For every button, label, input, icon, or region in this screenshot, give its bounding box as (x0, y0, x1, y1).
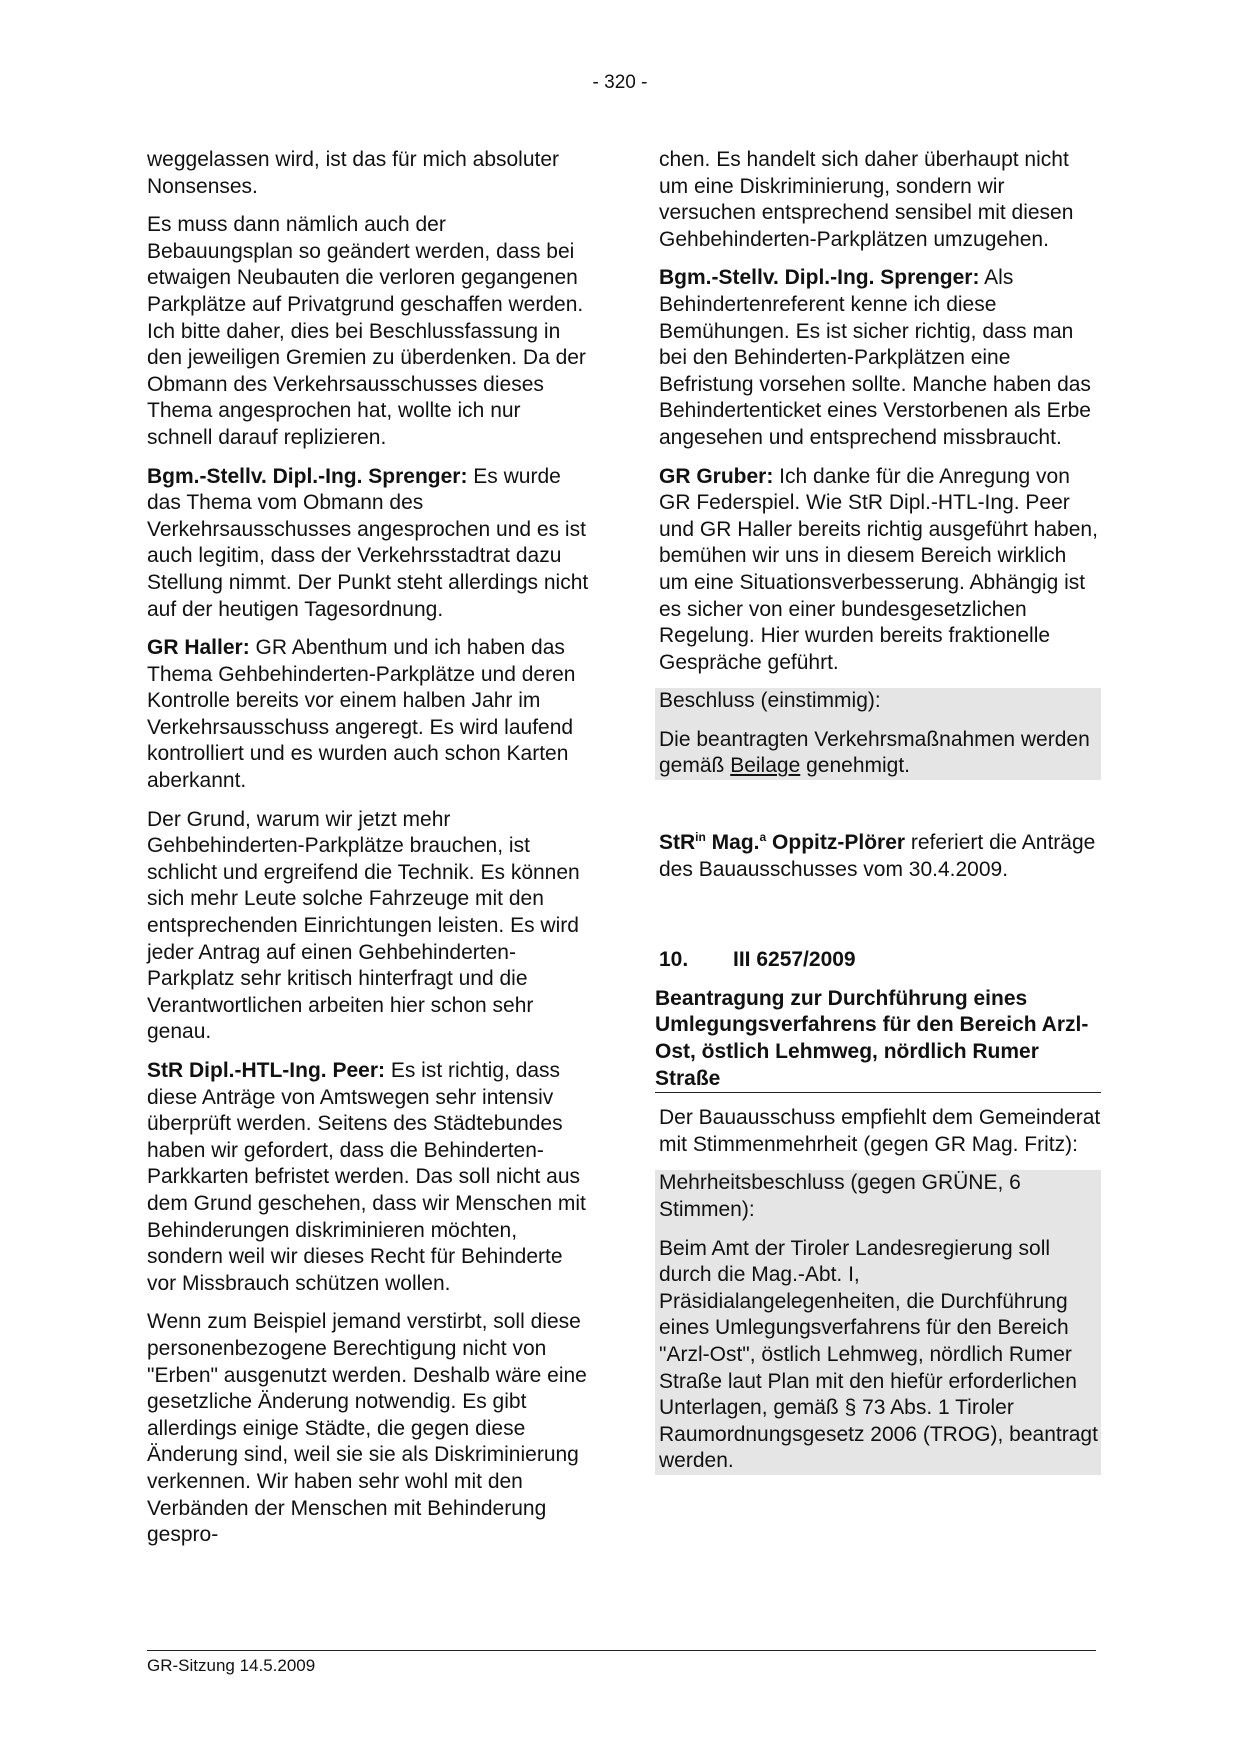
page-number: - 320 - (592, 72, 648, 93)
speaker-name: Bgm.-Stellv. Dipl.-Ing. Sprenger: (659, 266, 980, 290)
agenda-item-heading (659, 947, 1101, 974)
speech-gruber (659, 464, 1101, 677)
speech-sprenger-2 (659, 265, 1101, 451)
item-number: 10. (659, 948, 689, 972)
item-title-block (655, 986, 1101, 1093)
speech-text: Ich danke für die Anregung von GR Federspiel. Wie StR Dipl.-HTL-Ing. Peer und GR Haller bereits richtig ausgeführt haben, bemühen wir uns in diesem Bereich wirklich um eine Situationsverbesserung. Abhängig ist es sicher von einer bundesgesetzlichen Regelung. Hier wurden bereits fraktionelle Gespräche geführt. (659, 464, 1098, 674)
resolution-box-2 (655, 1170, 1101, 1475)
resolution-text: Beim Amt der Tiroler Landesregierung soll durch die Mag.-Abt. I, Präsidialangelegenheiten, die Durchführung eines Umlegungsverfahrens für den Bereich "Arzl-Ost", östlich Lehmweg, nördlich Rumer Straße laut Plan mit den hiefür erforderlichen Unterlagen, gemäß § 73 Abs. 1 Tiroler Raumordnungsgesetz 2006 (TROG), beantragt werden. (659, 1236, 1098, 1473)
resolution-label: Beschluss (einstimmig): (659, 689, 881, 713)
resolution-box (655, 688, 1101, 780)
recommendation: Der Bauausschuss empfiehlt dem Gemeinderat mit Stimmenmehrheit (gegen GR Mag. Fritz): (659, 1106, 1101, 1156)
speech-text: Als Behindertenreferent kenne ich diese Bemühungen. Es ist sicher richtig, dass man bei den Behinderten-Parkplätzen eine Befristung vorsehen sollte. Manche haben das Behindertenticket eines Verstorbenen als Erbe angesehen und entsprechend missbraucht. (659, 266, 1091, 449)
speech-peer (147, 1058, 589, 1297)
speech-text: GR Abenthum und ich haben das Thema Gehbehinderten-Parkplätze und deren Kontrolle bereits vor einem halben Jahr im Verkehrsausschuss angeregt. Es wird laufend kontrolliert und es wurden auch schon Karten aberkannt. (147, 636, 576, 793)
reporter-name: StR$^{in}$ Mag.$^a$ Oppitz-Plörer (659, 830, 906, 855)
speaker-name: GR Haller: (147, 636, 250, 660)
report-line (659, 830, 1101, 883)
resolution-text (659, 727, 1101, 780)
paragraph: chen. Es handelt sich daher überhaupt nicht um eine Diskriminierung, sondern wir versuchen entsprechend sensibel mit diesen Gehbehinderten-Parkplätzen umzugehen. (659, 148, 1074, 251)
resolution-text-end: genehmigt. (800, 754, 911, 778)
paragraph: Wenn zum Beispiel jemand verstirbt, soll diese personenbezogene Berechtigung nicht von "Erben" ausgenutzt werden. Deshalb wäre eine gesetzliche Änderung notwendig. Es gibt allerdings einige Städte, die gegen diese Änderung sind, weil sie sie als Diskriminierung verkennen. Wir haben sehr wohl mit den Verbänden der Menschen mit Behinderung gespro- (147, 1310, 587, 1547)
speech-haller (147, 635, 589, 795)
footer-divider (147, 1650, 1096, 1651)
resolution-label: Mehrheitsbeschluss (gegen GRÜNE, 6 Stimmen): (659, 1171, 1021, 1221)
right-column (655, 147, 1101, 1475)
speaker-name: StR Dipl.-HTL-Ing. Peer: (147, 1059, 385, 1082)
item-reference: III 6257/2009 (733, 948, 856, 972)
paragraph: weggelassen wird, ist das für mich absoluter Nonsenses. (147, 148, 560, 198)
beilage-link[interactable]: Beilage (730, 754, 801, 778)
speech-text: Es wurde das Thema vom Obmann des Verkehrsausschusses angesprochen und es ist auch legitim, dass der Verkehrsstadtrat dazu Stellung nimmt. Der Punkt steht allerdings nicht auf der heutigen Tagesordnung. (147, 464, 589, 621)
resolution-text-start: Die beantragten Verkehrsmaßnahmen werden gemäß (659, 727, 1090, 778)
speaker-name: GR Gruber: (659, 464, 774, 488)
footer: GR-Sitzung 14.5.2009 (147, 1656, 316, 1675)
paragraph: Der Grund, warum wir jetzt mehr Gehbehinderten-Parkplätze brauchen, ist schlicht und ergreifend die Technik. Es können sich mehr Leute solche Fahrzeuge mit den entsprechenden Einrichtungen leisten. Es wird jeder Antrag auf einen Gehbehinderten-Parkplatz sehr kritisch hinterfragt und die Verantwortlichen arbeiten hier schon sehr genau. (147, 807, 580, 1044)
speaker-name: Bgm.-Stellv. Dipl.-Ing. Sprenger: (147, 464, 468, 488)
speech-text: Es ist richtig, dass diese Anträge von Amtswegen sehr intensiv überprüft werden. Seitens des Städtebundes haben wir gefordert, dass die Behinderten-Parkkarten befristet werden. Das soll nicht aus dem Grund geschehen, dass wir Menschen mit Behinderungen diskriminieren möchten, sondern weil wir dieses Recht für Behinderte vor Missbrauch schützen wollen. (147, 1059, 586, 1295)
speech-sprenger-1 (147, 464, 589, 624)
report-text: referiert die Anträge des Bauausschusses vom 30.4.2009. (659, 831, 1096, 881)
left-column (147, 147, 589, 1549)
item-title: Beantragung zur Durchführung eines Umlegungsverfahrens für den Bereich Arzl-Ost, östlich Lehmweg, nördlich Rumer Straße (655, 986, 1089, 1090)
paragraph: Es muss dann nämlich auch der Bebauungsplan so geändert werden, dass bei etwaigen Neubauten die verloren gegangenen Parkplätze auf Privatgrund geschaffen werden. Ich bitte daher, dies bei Beschlussfassung in den jeweiligen Gremien zu überdenken. Da der Obmann des Verkehrsausschusses dieses Thema angesprochen hat, wollte ich nur schnell darauf replizieren. (147, 213, 586, 449)
